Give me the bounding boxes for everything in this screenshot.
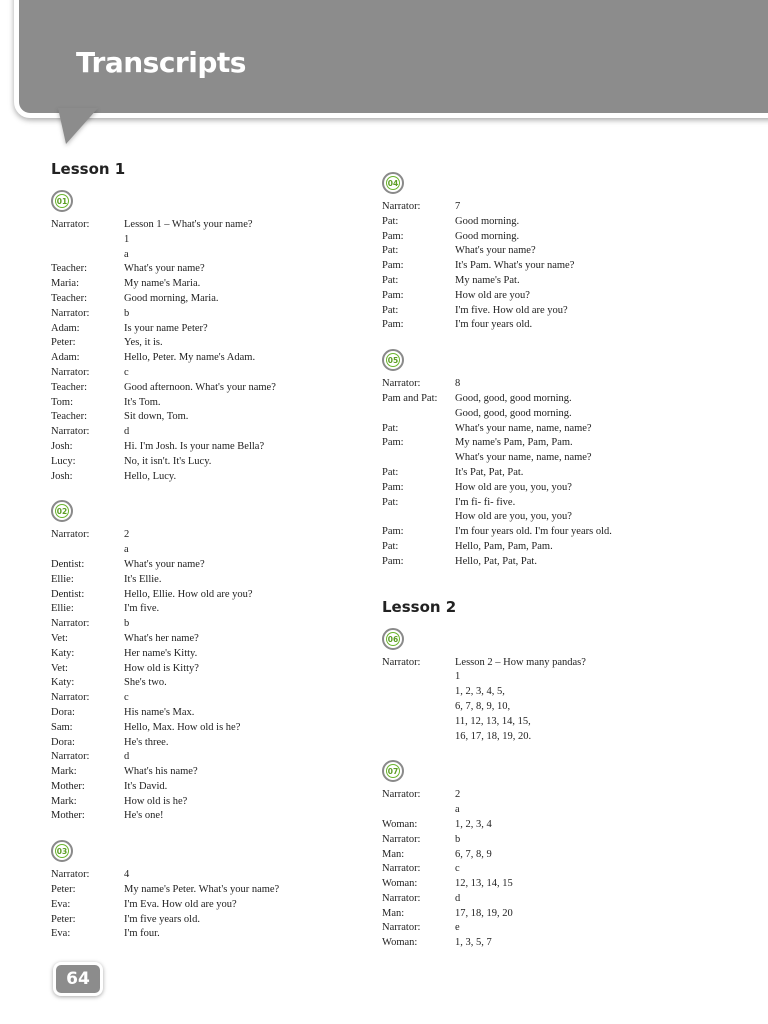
audio-track-icon: [382, 349, 404, 371]
spoken-text: No, it isn't. It's Lucy.: [124, 455, 212, 467]
transcript-line: [51, 927, 371, 942]
spoken-text: What's your name?: [455, 245, 536, 257]
speaker-label: Narrator:: [382, 892, 421, 904]
transcript-line: [382, 466, 702, 481]
speaker-label: Peter:: [51, 337, 76, 349]
speaker-label: Man:: [382, 907, 405, 919]
spoken-text: Hi. I'm Josh. Is your name Bella?: [124, 440, 265, 452]
transcript-line: [382, 715, 702, 730]
speaker-label: Narrator:: [382, 378, 421, 390]
speaker-label: Woman:: [382, 818, 418, 830]
speaker-label: Katy:: [51, 647, 75, 659]
transcript-line: [51, 528, 371, 543]
speaker-label: Tom:: [51, 396, 74, 408]
spoken-text: I'm four years old. I'm four years old.: [455, 526, 612, 538]
spoken-text: Good afternoon. What's your name?: [124, 381, 276, 393]
track-number: 02: [55, 504, 69, 518]
spoken-text: 7: [455, 201, 461, 212]
audio-track-icon: [51, 840, 73, 862]
speaker-label: Adam:: [51, 352, 80, 364]
speaker-label: Peter:: [51, 913, 76, 925]
spoken-text: Hello, Lucy.: [124, 470, 177, 482]
spoken-text: 1, 3, 5, 7: [455, 937, 492, 949]
spoken-text: What's your name?: [124, 558, 205, 570]
spoken-text: I'm five.: [124, 603, 160, 615]
transcript-line: [382, 304, 702, 319]
spoken-text: I'm five. How old are you?: [455, 304, 568, 316]
transcript-line: [51, 440, 371, 455]
spoken-text: 16, 17, 18, 19, 20.: [455, 730, 532, 742]
lesson-section: [51, 158, 371, 942]
speaker-label: [382, 803, 455, 818]
transcript-line: [382, 862, 702, 877]
speaker-label: Pat:: [382, 245, 399, 257]
transcript-line: [382, 540, 702, 555]
transcript-line: [51, 336, 371, 351]
spoken-text: a: [124, 248, 129, 260]
transcript-line: [51, 351, 371, 366]
transcript-line: [51, 366, 371, 381]
transcript-line: [382, 525, 702, 540]
speaker-label: [382, 670, 455, 685]
spoken-text: c: [124, 692, 129, 704]
speaker-label: Pat:: [382, 466, 399, 478]
speaker-label: Mark:: [51, 795, 77, 807]
speaker-label: Katy:: [51, 677, 75, 689]
spoken-text: What's your name, name, name?: [455, 452, 592, 464]
spoken-text: How old is he?: [124, 795, 188, 807]
speaker-label: Teacher:: [51, 411, 87, 423]
spoken-text: 4: [124, 869, 130, 881]
track-number: 07: [386, 764, 400, 778]
spoken-text: 6, 7, 8, 9, 10,: [455, 700, 511, 712]
speaker-label: Ellie:: [51, 573, 74, 585]
transcript-line: [51, 750, 371, 765]
transcript-line: [382, 907, 702, 922]
spoken-text: My name's Maria.: [124, 278, 201, 290]
transcript-line: [382, 259, 702, 274]
transcript-line: [382, 877, 702, 892]
spoken-text: It's Ellie.: [124, 573, 162, 585]
speaker-label: Sam:: [51, 721, 73, 733]
transcript-line: [51, 381, 371, 396]
spoken-text: How old are you?: [455, 289, 530, 301]
speaker-label: Narrator:: [51, 426, 90, 438]
transcript-line: [51, 676, 371, 691]
speaker-label: [382, 407, 455, 422]
transcript-line: [51, 588, 371, 603]
speaker-label: [51, 248, 124, 263]
spoken-text: 12, 13, 14, 15: [455, 878, 513, 890]
spoken-text: It's Pam. What's your name?: [455, 260, 575, 272]
transcript-line: [51, 706, 371, 721]
spoken-text: How old are you, you, you?: [455, 481, 572, 493]
speaker-label: Narrator:: [382, 863, 421, 875]
transcript-line: [382, 244, 702, 259]
transcript-track: [382, 349, 702, 569]
transcript-line: [382, 392, 702, 407]
transcript-line: [51, 898, 371, 913]
speaker-label: [51, 233, 124, 248]
speaker-label: [382, 700, 455, 715]
speaker-label: Narrator:: [382, 922, 421, 934]
audio-track-icon: [382, 628, 404, 650]
speaker-label: Pam:: [382, 230, 404, 242]
transcript-line: [51, 913, 371, 928]
spoken-text: What's your name?: [124, 263, 205, 275]
speaker-label: Pat:: [382, 496, 399, 508]
transcript-line: [382, 407, 702, 422]
speaker-label: Pam:: [382, 555, 404, 567]
transcript-line: [51, 277, 371, 292]
speaker-label: [382, 685, 455, 700]
transcript-line: [51, 868, 371, 883]
transcript-line: [382, 818, 702, 833]
lesson-section: [382, 596, 702, 952]
speaker-label: Mother:: [51, 810, 85, 822]
spoken-text: Lesson 1 – What's your name?: [124, 219, 253, 230]
transcript-line: [382, 422, 702, 437]
transcript-line: [382, 289, 702, 304]
speaker-label: Eva:: [51, 928, 71, 940]
speaker-label: Dora:: [51, 706, 75, 718]
speaker-label: Narrator:: [51, 219, 90, 230]
speaker-label: Narrator:: [382, 833, 421, 845]
speaker-label: Pat:: [382, 422, 399, 434]
speaker-label: Narrator:: [51, 869, 90, 881]
spoken-text: What's his name?: [124, 766, 198, 778]
transcript-line: [51, 558, 371, 573]
speaker-label: Man:: [382, 848, 405, 860]
speaker-label: Pam:: [382, 481, 404, 493]
track-number: 04: [386, 176, 400, 190]
audio-track-icon: [382, 172, 404, 194]
speaker-label: [382, 510, 455, 525]
transcript-line: [51, 809, 371, 824]
spoken-text: d: [124, 426, 130, 438]
transcript-track: [51, 840, 371, 942]
right-column: [382, 168, 702, 967]
spoken-text: 17, 18, 19, 20: [455, 907, 513, 919]
transcript-track: [382, 628, 702, 745]
speaker-label: Josh:: [51, 470, 73, 482]
spoken-text: I'm four.: [124, 928, 160, 940]
speaker-label: [51, 543, 124, 558]
transcript-line: [382, 555, 702, 570]
transcript-line: [51, 795, 371, 810]
speaker-label: Teacher:: [51, 292, 87, 304]
transcript-line: [382, 451, 702, 466]
spoken-text: Hello, Pam, Pam, Pam.: [455, 540, 553, 552]
transcript-line: [382, 318, 702, 333]
spoken-text: Hello, Pat, Pat, Pat.: [455, 555, 537, 567]
transcript-line: [382, 377, 702, 392]
transcript-line: [51, 233, 371, 248]
spoken-text: I'm fi- fi- five.: [455, 496, 516, 508]
speaker-label: Pat:: [382, 304, 399, 316]
speaker-label: Ellie:: [51, 603, 74, 615]
transcript-line: [382, 274, 702, 289]
transcript-line: [51, 602, 371, 617]
spoken-text: c: [455, 863, 460, 875]
speaker-label: Pam:: [382, 526, 404, 538]
transcript-line: [51, 292, 371, 307]
spoken-text: 6, 7, 8, 9: [455, 848, 492, 860]
transcript-line: [51, 617, 371, 632]
speaker-label: Pat:: [382, 274, 399, 286]
header-speech-tail: [58, 108, 98, 144]
page-title: Transcripts: [76, 46, 246, 79]
speaker-label: Dora:: [51, 736, 75, 748]
speaker-label: Narrator:: [51, 692, 90, 704]
speaker-label: Teacher:: [51, 381, 87, 393]
spoken-text: Hello, Peter. My name's Adam.: [124, 352, 256, 364]
spoken-text: It's Tom.: [124, 396, 161, 408]
speaker-label: Narrator:: [51, 618, 90, 630]
spoken-text: How old are you, you, you?: [455, 511, 572, 523]
transcript-line: [51, 736, 371, 751]
track-number: 01: [55, 194, 69, 208]
audio-track-icon: [382, 760, 404, 782]
spoken-text: I'm five years old.: [124, 913, 200, 925]
transcript-line: [51, 632, 371, 647]
transcript-line: [382, 700, 702, 715]
spoken-text: Yes, it is.: [124, 337, 163, 349]
transcript-line: [51, 410, 371, 425]
spoken-text: My name's Peter. What's your name?: [124, 884, 280, 896]
spoken-text: Hello, Ellie. How old are you?: [124, 588, 253, 600]
track-number: 03: [55, 844, 69, 858]
transcript-line: [51, 780, 371, 795]
spoken-text: My name's Pam, Pam, Pam.: [455, 437, 573, 449]
transcript-line: [51, 662, 371, 677]
speaker-label: Peter:: [51, 884, 76, 896]
spoken-text: d: [455, 892, 461, 904]
spoken-text: His name's Max.: [124, 706, 195, 718]
transcript-line: [51, 883, 371, 898]
spoken-text: b: [124, 618, 130, 630]
speaker-label: Mark:: [51, 766, 77, 778]
spoken-text: What's her name?: [124, 632, 199, 644]
speaker-label: Josh:: [51, 440, 73, 452]
speaker-label: Narrator:: [51, 366, 90, 378]
transcript-line: [51, 322, 371, 337]
audio-track-icon: [51, 190, 73, 212]
speaker-label: [382, 451, 455, 466]
spoken-text: 8: [455, 378, 461, 390]
transcript-line: [382, 656, 702, 671]
spoken-text: It's Pat, Pat, Pat.: [455, 466, 524, 478]
speaker-label: Narrator:: [382, 201, 421, 212]
transcript-line: [382, 230, 702, 245]
lesson-heading: Lesson 1: [51, 160, 126, 178]
speaker-label: [382, 715, 455, 730]
spoken-text: What's your name, name, name?: [455, 422, 592, 434]
transcript-line: [51, 262, 371, 277]
spoken-text: 1, 2, 3, 4, 5,: [455, 686, 505, 698]
transcript-line: [382, 921, 702, 936]
spoken-text: I'm Eva. How old are you?: [124, 898, 237, 910]
speaker-label: Lucy:: [51, 455, 76, 467]
transcript-line: [382, 936, 702, 951]
transcript-line: [382, 892, 702, 907]
spoken-text: He's three.: [124, 736, 169, 748]
transcript-line: [51, 248, 371, 263]
spoken-text: Her name's Kitty.: [124, 647, 198, 659]
transcript-line: [382, 200, 702, 215]
transcript-line: [51, 647, 371, 662]
spoken-text: 1: [124, 233, 130, 245]
speaker-label: Narrator:: [51, 529, 90, 541]
spoken-text: She's two.: [124, 677, 167, 689]
speaker-label: Pam and Pat:: [382, 392, 438, 404]
transcript-line: [51, 573, 371, 588]
speaker-label: Pat:: [382, 540, 399, 552]
lesson-heading: Lesson 2: [382, 597, 457, 616]
spoken-text: Good, good, good morning.: [455, 392, 572, 404]
speaker-label: Narrator:: [382, 656, 421, 668]
speaker-label: Pam:: [382, 289, 404, 301]
spoken-text: I'm four years old.: [455, 319, 533, 331]
speaker-label: Vet:: [51, 662, 68, 674]
transcript-line: [51, 218, 371, 233]
track-number: 05: [386, 353, 400, 367]
speaker-label: Narrator:: [51, 751, 90, 763]
transcript-line: [382, 833, 702, 848]
spoken-text: Is your name Peter?: [124, 322, 208, 334]
speaker-label: Adam:: [51, 322, 80, 334]
transcript-line: [382, 788, 702, 803]
spoken-text: a: [455, 804, 460, 816]
spoken-text: Lesson 2 – How many pandas?: [455, 656, 586, 668]
spoken-text: a: [124, 544, 129, 556]
transcript-line: [382, 670, 702, 685]
spoken-text: d: [124, 751, 130, 763]
transcript-line: [51, 691, 371, 706]
speaker-label: Woman:: [382, 878, 418, 890]
spoken-text: My name's Pat.: [455, 274, 520, 286]
transcript-line: [382, 848, 702, 863]
speaker-label: Maria:: [51, 278, 79, 290]
transcript-line: [382, 803, 702, 818]
spoken-text: He's one!: [124, 810, 164, 822]
track-number: 06: [386, 632, 400, 646]
spoken-text: 1: [455, 671, 461, 683]
spoken-text: Good morning.: [455, 230, 520, 242]
transcript-line: [382, 436, 702, 451]
transcript-line: [51, 307, 371, 322]
transcript-line: [382, 496, 702, 511]
transcript-track: [382, 172, 702, 333]
left-column: [51, 158, 371, 958]
transcript-line: [382, 730, 702, 745]
spoken-text: Sit down, Tom.: [124, 411, 189, 423]
spoken-text: How old is Kitty?: [124, 662, 199, 674]
transcript-line: [382, 510, 702, 525]
speaker-label: Eva:: [51, 898, 71, 910]
speaker-label: Dentist:: [51, 588, 85, 600]
spoken-text: It's David.: [124, 780, 168, 792]
transcript-track: [382, 760, 702, 951]
spoken-text: Good morning.: [455, 215, 520, 227]
speaker-label: Vet:: [51, 632, 68, 644]
transcript-line: [51, 543, 371, 558]
audio-track-icon: [51, 500, 73, 522]
transcript-line: [51, 765, 371, 780]
speaker-label: Pat:: [382, 215, 399, 227]
speaker-label: Narrator:: [51, 307, 90, 319]
transcript-line: [382, 481, 702, 496]
spoken-text: e: [455, 922, 460, 934]
speaker-label: Dentist:: [51, 558, 85, 570]
spoken-text: c: [124, 366, 129, 378]
section-spacer: [382, 586, 702, 596]
speaker-label: Teacher:: [51, 263, 87, 275]
spoken-text: Hello, Max. How old is he?: [124, 721, 241, 733]
transcript-line: [51, 396, 371, 411]
speaker-label: [382, 730, 455, 745]
transcript-line: [51, 470, 371, 485]
transcript-line: [382, 215, 702, 230]
spoken-text: b: [124, 307, 130, 319]
spoken-text: b: [455, 833, 461, 845]
page-number: 64: [53, 962, 103, 996]
transcript-line: [51, 455, 371, 470]
speaker-label: Pam:: [382, 437, 404, 449]
speaker-label: Mother:: [51, 780, 85, 792]
transcript-line: [382, 685, 702, 700]
speaker-label: Pam:: [382, 319, 404, 331]
speaker-label: Woman:: [382, 937, 418, 949]
transcript-line: [51, 721, 371, 736]
spoken-text: 2: [455, 789, 461, 801]
speaker-label: Narrator:: [382, 789, 421, 801]
lesson-section: [382, 172, 702, 570]
speaker-label: Pam:: [382, 260, 404, 272]
transcript-line: [51, 425, 371, 440]
spoken-text: Good, good, good morning.: [455, 407, 572, 419]
transcript-track: [51, 190, 371, 484]
spoken-text: 11, 12, 13, 14, 15,: [455, 715, 531, 727]
spoken-text: Good morning, Maria.: [124, 292, 219, 304]
spoken-text: 2: [124, 529, 130, 541]
spoken-text: 1, 2, 3, 4: [455, 818, 492, 830]
transcript-track: [51, 500, 371, 824]
